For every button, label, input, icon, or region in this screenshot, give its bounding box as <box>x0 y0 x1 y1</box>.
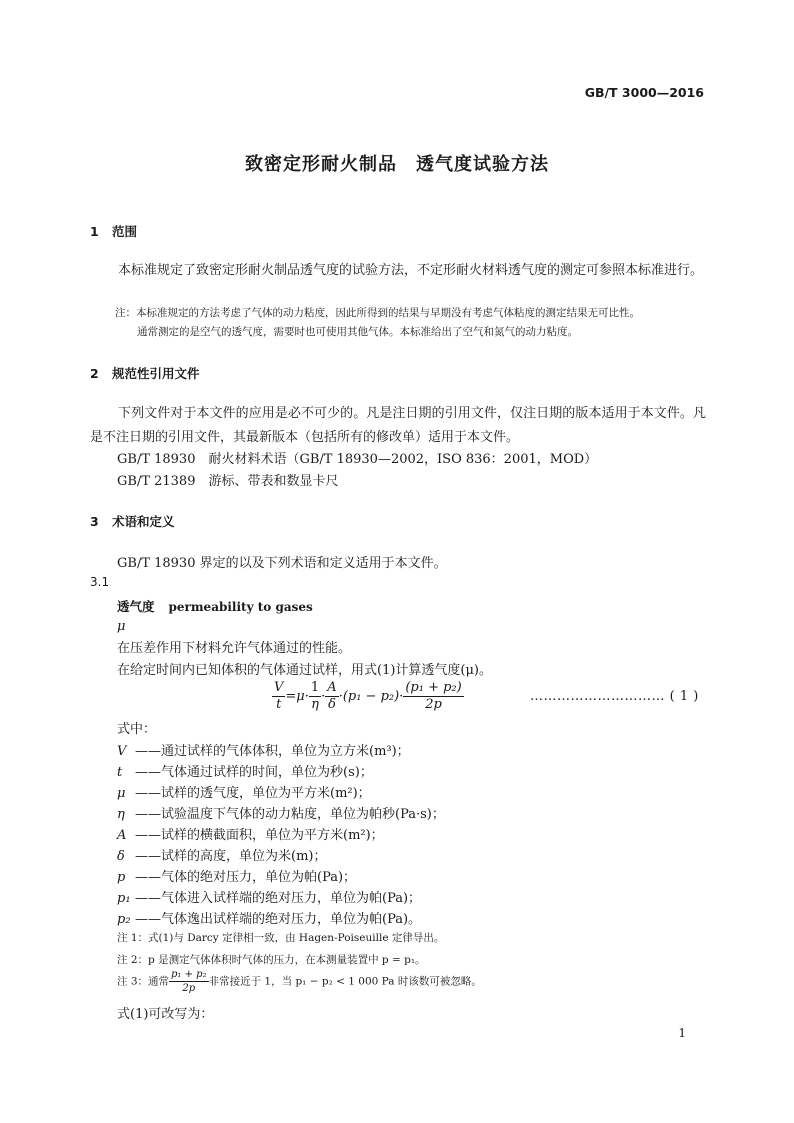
symbol-row <box>117 908 421 927</box>
symbol: t <box>117 765 123 780</box>
term-entry <box>117 597 313 615</box>
fraction-a-over-delta: $\frac{A}{\delta}$ <box>327 680 337 712</box>
symbol: p₂ <box>117 912 131 927</box>
note-3-suffix: 非常接近于 1，当 p₁ − p₂ < 1 000 Pa 时该数可被忽略。 <box>208 975 482 988</box>
symbol-row <box>117 845 326 864</box>
section-title: 规范性引用文件 <box>112 366 200 381</box>
section-3-heading <box>90 512 175 530</box>
symbol-row <box>117 740 410 759</box>
symbol-description: ——气体通过试样的时间，单位为秒(s)； <box>135 765 373 780</box>
section-1-heading <box>90 222 137 240</box>
term-english: permeability to gases <box>168 600 313 614</box>
note-1: 注 1：式(1)与 Darcy 定律相一致，由 Hagen-Poiseuille 定律导出。 <box>117 932 445 944</box>
symbol-row <box>117 824 384 843</box>
section-3-paragraph: GB/T 18930 界定的以及下列术语和定义适用于本文件。 <box>117 556 447 571</box>
section-2-paragraph: 下列文件对于本文件的应用是必不可少的。凡是注日期的引用文件，仅注日期的版本适用于本文件。凡是不注日期的引用文件，其最新版本（包括所有的修改单）适用于本文件。 <box>90 406 706 445</box>
note-3-prefix: 注 3：通常 <box>117 975 170 988</box>
closing-line: 式(1)可改写为： <box>117 1007 214 1022</box>
note-3-fraction: $\frac{\text{p₁ + p₂}}{2p}$ <box>171 969 207 994</box>
symbol: η <box>117 807 125 822</box>
standard-code: GB/T 3000—2016 <box>584 85 704 100</box>
symbol-row <box>117 782 371 801</box>
section-1-note-line-1: 注：本标准规定的方法考虑了气体的动力粘度，因此所得到的结果与早期没有考虑气体粘度的测定结果无可比性。 <box>115 307 640 319</box>
symbol: p <box>117 870 126 885</box>
document-title: 致密定形耐火制品 透气度试验方法 <box>245 154 549 175</box>
fraction-v-over-t: $\frac{V}{t}$ <box>274 680 284 712</box>
section-1-paragraph: 本标准规定了致密定形耐火制品透气度的试验方法，不定形耐火材料透气度的测定可参照本标准进行。 <box>118 263 704 278</box>
reference-item: GB/T 21389 游标、带表和数显卡尺 <box>117 474 339 489</box>
section-number: 3 <box>90 514 99 529</box>
section-title: 术语和定义 <box>112 514 175 529</box>
term-chinese: 透气度 <box>117 599 155 614</box>
where-label: 式中： <box>117 722 157 737</box>
symbol: p₁ <box>117 891 131 906</box>
fraction-one-over-eta: $\frac{1}{\eta}$ <box>310 680 320 712</box>
formula-1: $\frac{V}{t}$ =μ· $\frac{1}{\eta}$ · $\frac{A}{\delta}$ ·(p₁ − p₂)· $\frac{\text{(p₁ + p₂)}}{2p}$ <box>274 680 462 712</box>
reference-item: GB/T 18930 耐火材料术语（GB/T 18930—2002，ISO 836：2001，MOD） <box>117 452 598 467</box>
formula-equals-mu: =μ· <box>285 689 309 704</box>
symbol-row <box>117 761 373 780</box>
symbol-description: ——试样的高度，单位为米(m)； <box>135 849 327 864</box>
symbol: A <box>117 828 127 843</box>
symbol: δ <box>117 849 125 864</box>
term-symbol: μ <box>117 619 126 634</box>
section-2-heading <box>90 364 200 382</box>
section-number: 1 <box>90 224 99 239</box>
page-number: 1 <box>678 1026 686 1040</box>
term-definition: 在压差作用下材料允许气体通过的性能。 <box>117 641 352 656</box>
symbol-row <box>117 866 356 885</box>
formula-number: ( 1 ) <box>669 689 699 704</box>
note-3 <box>117 968 482 995</box>
symbol-row <box>117 803 445 822</box>
symbol-description: ——试样的透气度，单位为平方米(m²)； <box>135 786 371 801</box>
formula-pressure-difference: ·(p₁ − p₂)· <box>338 689 404 704</box>
formula-leader: ………………………… ( 1 ) <box>530 689 699 704</box>
symbol-description: ——气体进入试样端的绝对压力，单位为帕(Pa)； <box>135 891 422 906</box>
fraction-pressure-sum: $\frac{\text{(p₁ + p₂)}}{2p}$ <box>405 680 462 712</box>
symbol-description: ——通过试样的气体体积，单位为立方米(m³)； <box>135 744 410 759</box>
symbol-description: ——试样的横截面积，单位为平方米(m²)； <box>135 828 384 843</box>
section-1-note-line-2: 通常测定的是空气的透气度，需要时也可使用其他气体。本标准给出了空气和氮气的动力粘度。 <box>137 326 578 338</box>
subsection-number: 3.1 <box>90 575 110 589</box>
formula-intro: 在给定时间内已知体积的气体通过试样，用式(1)计算透气度(μ)。 <box>117 663 493 678</box>
symbol-description: ——气体逸出试样端的绝对压力，单位为帕(Pa)。 <box>135 912 422 927</box>
symbol-description: ——气体的绝对压力，单位为帕(Pa)； <box>135 870 357 885</box>
section-number: 2 <box>90 366 99 381</box>
symbol-row <box>117 887 421 906</box>
section-title: 范围 <box>112 224 138 239</box>
symbol: μ <box>117 786 126 801</box>
note-2: 注 2：p 是测定气体体积时气体的压力，在本测量装置中 p = p₁。 <box>117 954 426 966</box>
symbol-description: ——试验温度下气体的动力粘度，单位为帕秒(Pa·s)； <box>135 807 445 822</box>
symbol: V <box>117 744 127 759</box>
